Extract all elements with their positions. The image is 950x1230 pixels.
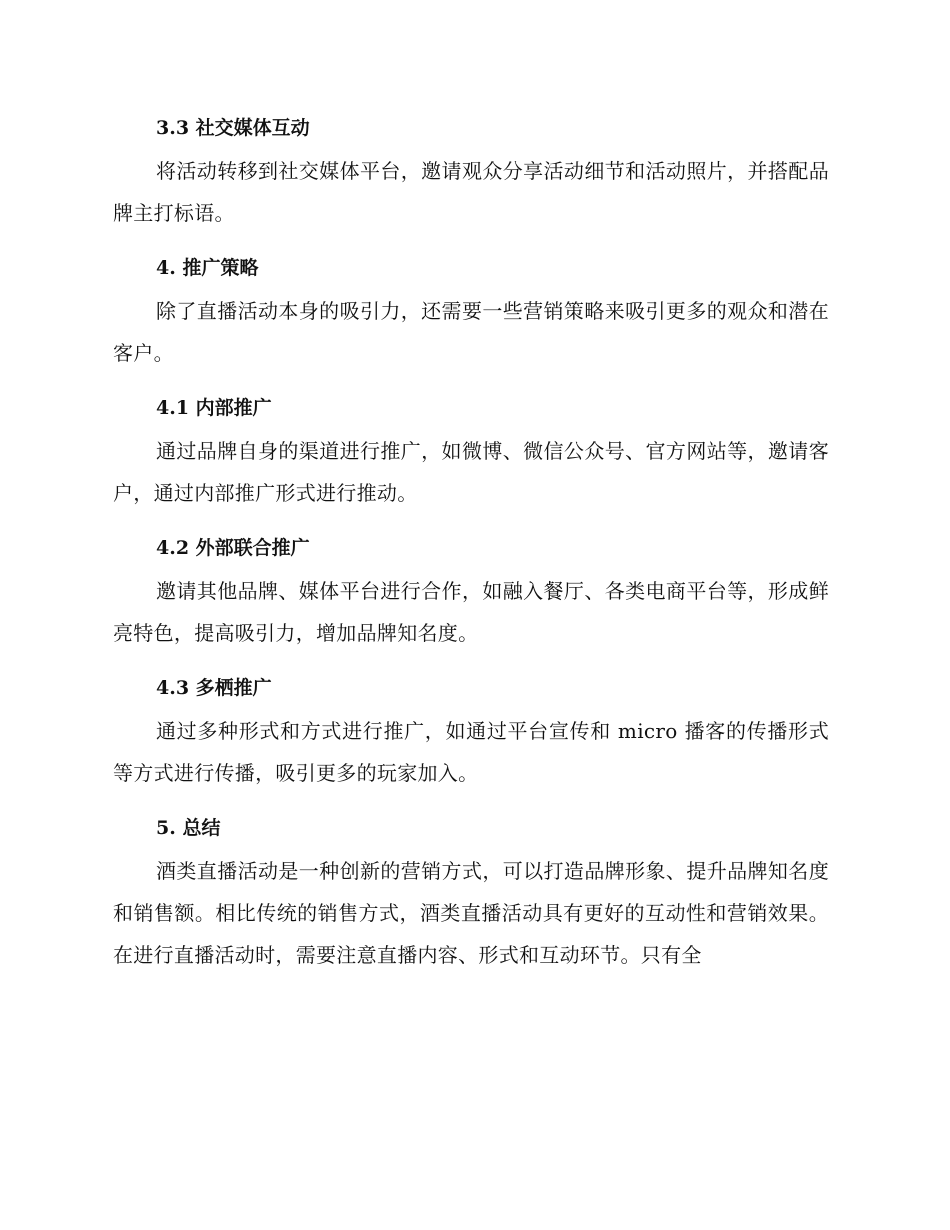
section-heading-4-1: 4.1 内部推广 (156, 397, 272, 419)
spacer (113, 514, 829, 526)
section-paragraph-3-3: 将活动转移到社交媒体平台，邀请观众分享活动细节和活动照片，并搭配品牌主打标语。 (113, 159, 829, 225)
section-heading-5: 5. 总结 (156, 817, 221, 839)
section-heading-3-3: 3.3 社交媒体互动 (156, 117, 310, 139)
spacer (113, 654, 829, 666)
section-paragraph-4: 除了直播活动本身的吸引力，还需要一些营销策略来吸引更多的观众和潜在客户。 (113, 299, 829, 365)
section-paragraph-5: 酒类直播活动是一种创新的营销方式，可以打造品牌形象、提升品牌知名度和销售额。相比传统的销售方式，酒类直播活动具有更好的互动性和营销效果。在进行直播活动时，需要注意直播内容、形式和互动环节。只有全 (113, 859, 829, 967)
spacer (113, 794, 829, 806)
section-heading-4: 4. 推广策略 (156, 257, 259, 279)
spacer (113, 374, 829, 386)
section-paragraph-4-2: 邀请其他品牌、媒体平台进行合作，如融入餐厅、各类电商平台等，形成鲜亮特色，提高吸引力，增加品牌知名度。 (113, 579, 829, 645)
section-heading-4-2: 4.2 外部联合推广 (156, 537, 310, 559)
spacer (113, 234, 829, 246)
section-paragraph-4-1: 通过品牌自身的渠道进行推广，如微博、微信公众号、官方网站等，邀请客户，通过内部推广形式进行推动。 (113, 439, 829, 505)
section-heading-4-3: 4.3 多栖推广 (156, 677, 272, 699)
document-body (113, 106, 829, 976)
section-paragraph-4-3: 通过多种形式和方式进行推广，如通过平台宣传和 micro 播客的传播形式等方式进行传播，吸引更多的玩家加入。 (113, 719, 829, 785)
